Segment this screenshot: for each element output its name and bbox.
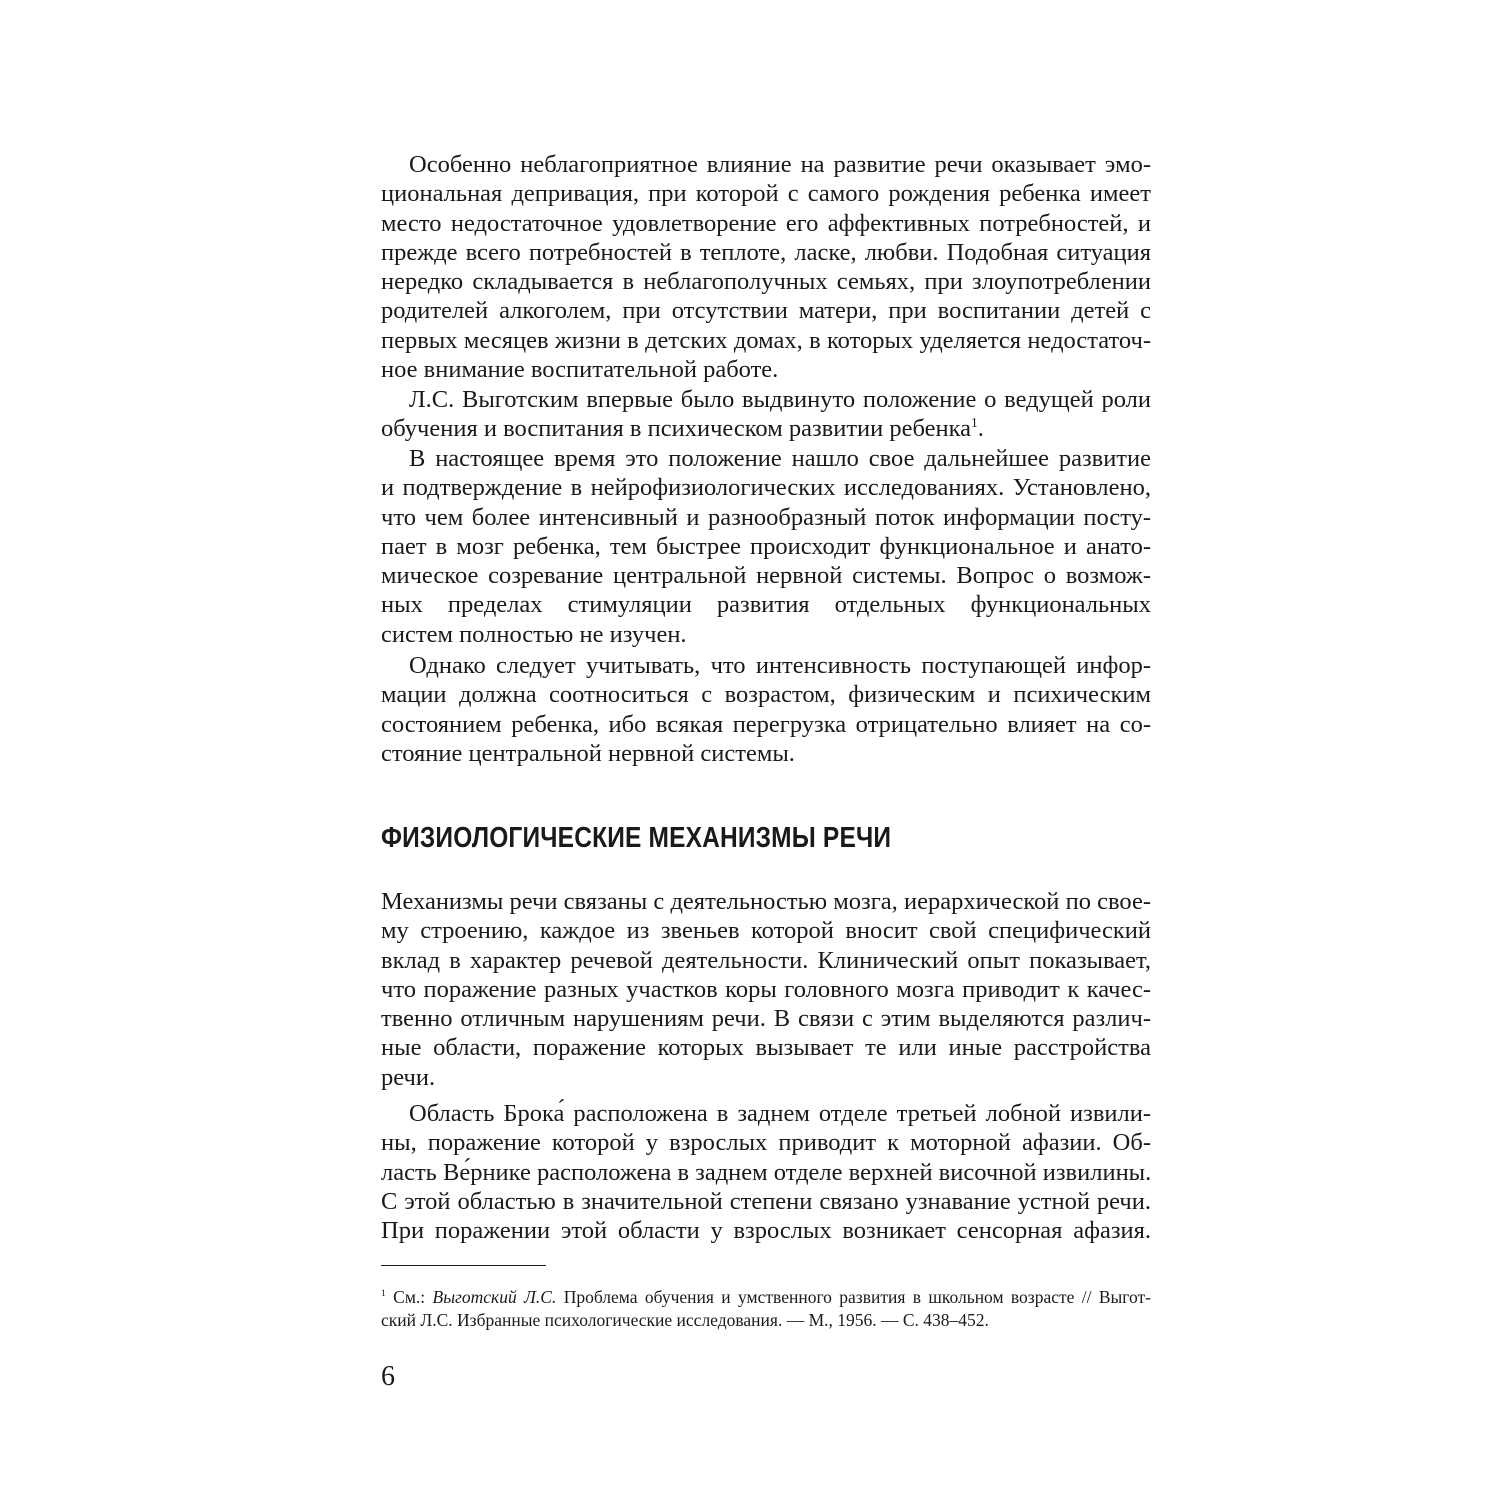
text-line: циональная депривация, при которой с самого рождения ребенка имеет — [381, 180, 1151, 208]
paragraph-text — [381, 1099, 1151, 1245]
text-line: место недостаточное удовлетворение его аффективных потребностей, и — [381, 209, 1151, 237]
text-line: вклад в характер речевой деятельности. Клинический опыт показывает, — [381, 946, 1151, 974]
text-line: мическое созревание центральной нервной системы. Вопрос о возмож- — [381, 562, 1151, 590]
text-line: пает в мозг ребенка, тем быстрее происходит функциональное и анато- — [381, 532, 1151, 560]
footnote-text: Проблема обучения и умственного развития в школьном возрасте // Выгот- — [556, 1287, 1151, 1307]
paragraph-text — [381, 651, 1151, 768]
paragraph-neurophysiology — [381, 444, 1151, 649]
footnote — [381, 1286, 1151, 1331]
footnote-mark: 1 — [381, 1288, 386, 1300]
paragraph-text — [381, 150, 1151, 384]
footnote-prefix: См.: — [385, 1287, 433, 1307]
text-line: родителей алкоголем, при отсутствии матери, при воспитании детей с — [381, 297, 1151, 325]
text-line: систем полностью не изучен. — [381, 620, 687, 648]
paragraph-speech-mechanisms — [381, 887, 1151, 1092]
text-line: ны, поражение которой у взрослых приводит к моторной афазии. Об- — [381, 1129, 1151, 1157]
text-line: прежде всего потребностей в теплоте, ласке, любви. Подобная ситуация — [381, 238, 1151, 266]
text-line: Однако следует учитывать, что интенсивность поступающей инфор- — [409, 652, 1151, 679]
text-line: состоянием ребенка, ибо всякая перегрузка отрицательно влияет на со- — [381, 710, 1151, 738]
text-line: С этой областью в значительной степени связано узнавание устной речи. — [381, 1187, 1151, 1215]
text-line: Особенно неблагоприятное влияние на развитие речи оказывает эмо- — [409, 151, 1151, 178]
text-line: ласть Ве́рнике расположена в заднем отделе верхней височной извилины. — [381, 1158, 1152, 1186]
footnote-reference[interactable]: 1 — [971, 415, 978, 431]
text-line: ных пределах стимуляции развития отдельных функциональных — [381, 591, 1151, 619]
footnote-divider — [381, 1265, 546, 1266]
paragraph-information-load — [381, 651, 1151, 768]
text-line: что чем более интенсивный и разнообразный поток информации посту- — [381, 503, 1151, 531]
page-number: 6 — [381, 1361, 395, 1392]
paragraph-emotional-deprivation — [381, 150, 1151, 384]
text-line: нередко складывается в неблагополучных семьях, при злоупотреблении — [381, 268, 1151, 296]
section-heading: ФИЗИОЛОГИЧЕСКИЕ МЕХАНИЗМЫ РЕЧИ — [381, 822, 892, 854]
text-line: Л.С. Выготским впервые было выдвинуто положение о ведущей роли — [409, 386, 1151, 413]
text-line: ное внимание воспитательной работе. — [381, 356, 779, 384]
footnote-line: ский Л.С. Избранные психологические исследования. — М., 1956. — С. 438–452. — [381, 1309, 989, 1330]
footnote-author: Выготский Л.С. — [432, 1287, 557, 1307]
text-fragment: . — [977, 415, 984, 443]
text-line: ные области, поражение которых вызывает те или иные расстройства — [381, 1034, 1151, 1062]
text-line: му строению, каждое из звеньев которой вносит свой специфический — [381, 917, 1151, 945]
text-fragment: обучения и воспитания в психическом развитии ребенка — [381, 415, 972, 443]
paragraph-broca-wernicke — [381, 1099, 1151, 1245]
text-line: стояние центральной нервной системы. — [381, 739, 795, 767]
text-line: и подтверждение в нейрофизиологических исследованиях. Установлено, — [381, 474, 1151, 502]
text-line: мации должна соотноситься с возрастом, физическим и психическим — [381, 681, 1151, 709]
text-line: твенно отличным нарушениям речи. В связи с этим выделяются различ- — [381, 1005, 1151, 1033]
paragraph-text — [381, 444, 1151, 649]
paragraph-text — [381, 385, 1151, 444]
text-line — [381, 414, 1151, 443]
text-line: речи. — [381, 1063, 436, 1091]
text-line: Область Брока́ расположена в заднем отделе третьей лобной извили- — [409, 1100, 1151, 1127]
text-line: В настоящее время это положение нашло свое дальнейшее развитие — [409, 445, 1151, 472]
text-line: первых месяцев жизни в детских домах, в которых уделяется недостаточ- — [381, 326, 1151, 354]
paragraph-text — [381, 887, 1151, 1092]
paragraph-vygotsky — [381, 385, 1151, 444]
text-line: При поражении этой области у взрослых возникает сенсорная афазия. — [381, 1217, 1151, 1245]
text-line: что поражение разных участков коры головного мозга приводит к качес- — [381, 975, 1151, 1003]
text-line: Механизмы речи связаны с деятельностью мозга, иерархической по свое- — [381, 888, 1151, 915]
footnote-line — [381, 1286, 1151, 1309]
